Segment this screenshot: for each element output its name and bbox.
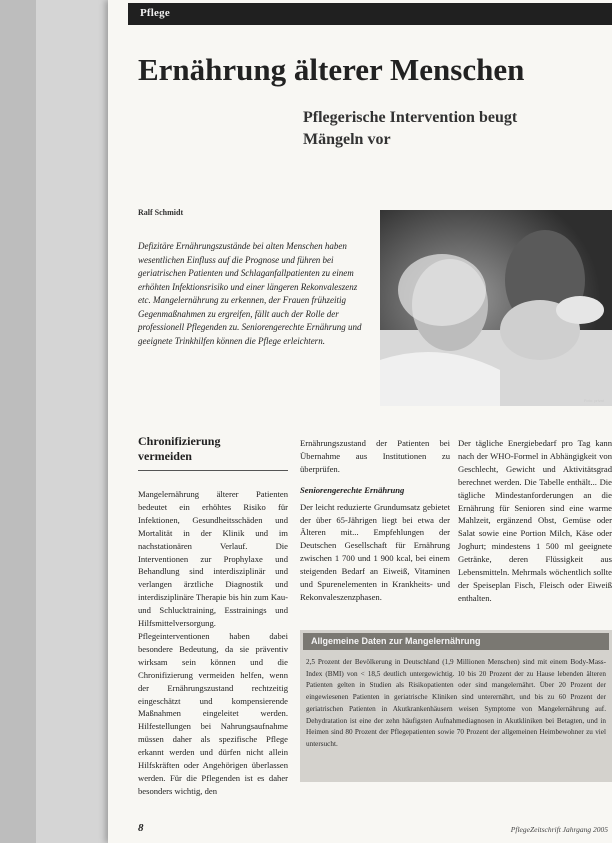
column-3-paragraph: Der tägliche Energiebedarf pro Tag kann nach der WHO-Formel in Abhängigkeit von Geschlecht, Gewicht und Aktivitätsgrad berechnet werden. Die Tabelle enthält... Die tägliche Mindestanforderungen an die Ernährung für Senioren sind eine warme Mahlzeit, ergänzend Obst, Gemüse oder Salat sowie eine Portion Milch, Käse oder Joghurt; mindestens 1 500 ml geeignete Getränke, deren Flüssigkeit aus Lebensmitteln. Mehrmals wöchentlich sollte der Speiseplan Fisch, Fleisch oder Eiweiß enthalten.: [458, 438, 612, 603]
text-column-3: [458, 437, 612, 605]
section-label: Pflege: [140, 7, 170, 19]
section-heading-line-1: Chronifizierung: [138, 434, 221, 448]
info-box-heading: Allgemeine Daten zur Mangelernährung: [303, 633, 609, 650]
subtitle-line-2: Mängeln vor: [303, 131, 391, 148]
column-2-paragraph-1: Ernährungszustand der Patienten bei Übernahme aus Institutionen zu überprüfen.: [300, 438, 450, 474]
article-title: Ernährung älterer Menschen: [138, 52, 525, 87]
subtitle-line-1: Pflegerische Intervention beugt: [303, 109, 518, 126]
info-box-text: 2,5 Prozent der Bevölkerung in Deutschland (1,9 Millionen Menschen) sind mit einem Body-Mass-Index (BMI) von < 18,5 deutlich untergewichtig. 10 bis 20 Prozent der zu Hause lebenden älteren Patienten gelten in Studien als Risikopatienten oder sind mangelernährt. Über 20 Prozent der eingewiesenen Patienten in geriatrische Kliniken sind unterernährt, und bis zu 60 Prozent der geriatrischen Patienten in Akutkrankenhäusern weisen Symptome von Mangelernährung auf. Dehydratation ist eine der zehn häufigsten Aufnahmediagnosen in Akutkliniken bei Betagten, und in Heimen sind 80 Prozent der Pflegepatienten sowie 70 Prozent der allgemeinen Heimbewohner zu viel untersucht.: [306, 658, 606, 748]
journal-footer: PflegeZeitschrift Jahrgang 2005: [510, 825, 608, 834]
author-name: Ralf Schmidt: [138, 208, 184, 217]
page-number: 8: [138, 822, 144, 834]
column-2-subheading: Seniorengerechte Ernährung: [300, 484, 405, 495]
article-subtitle: [303, 107, 603, 151]
section-heading: [138, 434, 288, 464]
text-column-2: [300, 437, 450, 604]
photo-illustration: [380, 210, 612, 406]
section-header-bar: [128, 3, 612, 25]
column-1-paragraph: Mangelernährung älterer Patienten bedeutet ein erhöhtes Risiko für Infektionen, Gesundheitsschäden und Mortalität in der Klinik und im nachstationären Verlauf. Die Interventionen zur Prophylaxe und Behandlung sind interdisziplinär und verlangen ärztliche Diagnostik und interdisziplinäre Therapie bis hin zum Kau- und Schlucktraining, Esstrainings und Hilfsmittelversorgung. Pflegeinterventionen haben dabei besondere Bedeutung, da sie präventiv wirksam sein können und die Chronifizierung vermeiden helfen, wenn der Ernährungszustand rechtzeitig eingeschätzt und kompensierende Maßnahmen eingeleitet werden. Hilfestellungen bei Nahrungsaufnahme müssen daher als spezifische Pflege erkannt werden und dürfen nicht allein Hilfskräften oder Angehörigen überlassen werden. Für die Pflegenden ist es daher besonders wichtig, den: [138, 489, 288, 796]
photo-credit: Foto: privat: [583, 398, 604, 403]
text-column-1: [138, 488, 288, 798]
left-gutter-shadow: [0, 0, 36, 843]
heading-rule: [138, 470, 288, 471]
column-2-paragraph-2: Der leicht reduzierte Grundumsatz gebietet der über 65-Jährigen liegt bei etwa der Älteren mit... Empfehlungen der Deutschen Gesellschaft für Ernährung zwischen 1 700 und 1 900 kcal, bei einem steigenden Bedarf an Eiweiß, Vitaminen und Spurenelementen in Krankheits- und Rekonvaleszenzphasen.: [300, 501, 450, 602]
lead-paragraph: Defizitäre Ernährungszustände bei alten Menschen haben wesentlichen Einfluss auf die Prognose und führen bei geriatrischen Patienten und Schlaganfallpatienten zu einem erhöhten Infektionsrisiko und einer längeren Rekonvaleszenz etc. Mangelernährung zu erkennen, der Frauen frühzeitig Gegenmaßnahmen zu ergreifen, fällt auch der Rolle der professionell Pflegenden zu. Seniorengerechte Ernährung und geeignete Trinkhilfen können die Pflege erleichtern.: [138, 241, 362, 346]
article-photo: [380, 210, 612, 406]
section-heading-line-2: vermeiden: [138, 449, 192, 463]
